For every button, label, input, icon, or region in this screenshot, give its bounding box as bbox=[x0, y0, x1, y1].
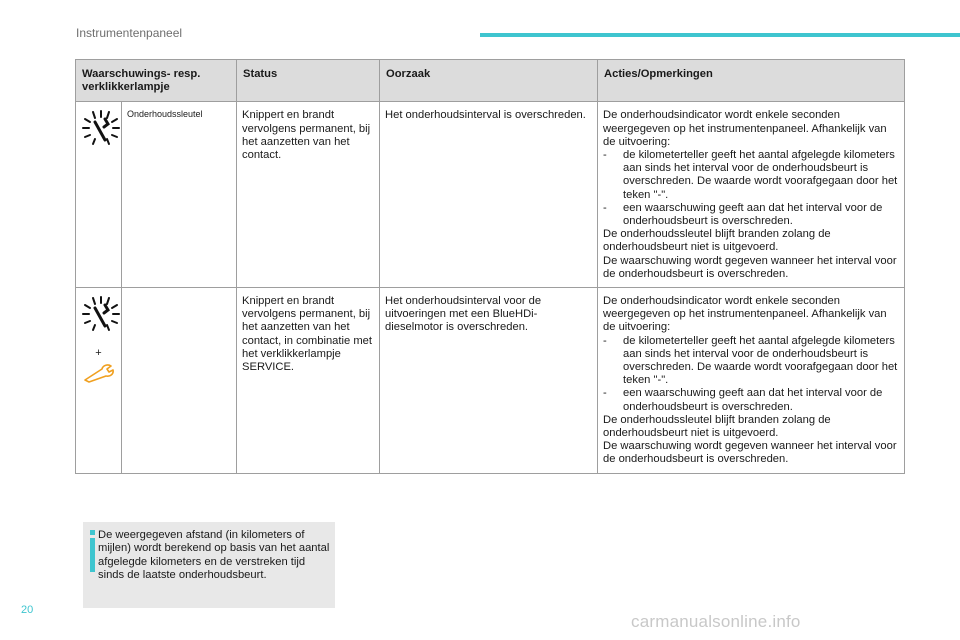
actions-intro: De onderhoudsindicator wordt enkele seconden weergegeven op het instrumentenpaneel. Afhankelijk van de uitvoering: bbox=[603, 295, 887, 334]
icon-cell bbox=[76, 102, 122, 288]
list-item: - een waarschuwing geeft aan dat het interval voor de onderhoudsbeurt is overschreden. bbox=[603, 202, 899, 228]
table-header-row bbox=[76, 60, 905, 102]
list-item: - de kilometerteller geeft het aantal afgelegde kilometers aan sinds het interval voor de onderhoudsbeurt is overschreden. De waarde wordt voorafgegaan door het teken "-". bbox=[603, 149, 898, 201]
maintenance-wrench-icon bbox=[81, 295, 121, 335]
status-text: Knippert en brandt vervolgens permanent, bij het aanzetten van het contact, in combinatie met het verklikkerlampje SERVICE. bbox=[237, 288, 380, 474]
bullet-text: de kilometerteller geeft het aantal afgelegde kilometers aan sinds het interval voor de onderhoudsbeurt is overschreden. De waarde wordt voorafgegaan door het teken "-". bbox=[623, 149, 898, 201]
info-text: De weergegeven afstand (in kilometers of mijlen) wordt berekend op basis van het aantal afgelegde kilometers en de verstreken tijd sinds de laatste onderhoudsbeurt. bbox=[98, 529, 330, 582]
actions-outro: De waarschuwing wordt gegeven wanneer het interval voor de onderhoudsbeurt is overschreden. bbox=[603, 440, 897, 466]
header-status: Status bbox=[237, 60, 380, 102]
actions-intro: De onderhoudsindicator wordt enkele seconden weergegeven op het instrumentenpaneel. Afhankelijk van de uitvoering: bbox=[603, 109, 887, 148]
actions-outro: De onderhoudssleutel blijft branden zolang de onderhoudsbeurt niet is uitgevoerd. bbox=[603, 413, 831, 440]
info-icon bbox=[89, 530, 96, 572]
actions-cell bbox=[598, 288, 905, 474]
list-item: - een waarschuwing geeft aan dat het interval voor de onderhoudsbeurt is overschreden. bbox=[603, 387, 899, 413]
header-accent-bar bbox=[480, 33, 960, 37]
service-wrench-icon bbox=[82, 363, 116, 383]
bullet-text: een waarschuwing geeft aan dat het interval voor de onderhoudsbeurt is overschreden. bbox=[623, 387, 883, 413]
table-row bbox=[76, 288, 905, 474]
page-number: 20 bbox=[21, 604, 34, 616]
cause-text: Het onderhoudsinterval voor de uitvoeringen met een BlueHDi-dieselmotor is overschreden. bbox=[380, 288, 598, 474]
cause-text: Het onderhoudsinterval is overschreden. bbox=[380, 102, 598, 288]
watermark: carmanualsonline.info bbox=[631, 612, 801, 631]
warning-lights-table bbox=[75, 59, 905, 474]
status-text: Knippert en brandt vervolgens permanent, bij het aanzetten van het contact. bbox=[237, 102, 380, 288]
list-item: - de kilometerteller geeft het aantal afgelegde kilometers aan sinds het interval voor de onderhoudsbeurt is overschreden. De waarde wordt voorafgegaan door het teken "-". bbox=[603, 334, 898, 387]
actions-outro: De waarschuwing wordt gegeven wanneer het interval voor de onderhoudsbeurt is overschreden. bbox=[603, 254, 897, 280]
table-row bbox=[76, 102, 905, 288]
bullet-text: een waarschuwing geeft aan dat het interval voor de onderhoudsbeurt is overschreden. bbox=[623, 201, 883, 228]
bullet-text: de kilometerteller geeft het aantal afgelegde kilometers aan sinds het interval voor de onderhoudsbeurt is overschreden. De waarde wordt voorafgegaan door het teken "-". bbox=[623, 334, 898, 387]
plus-sign: + bbox=[95, 347, 102, 360]
header-actions: Acties/Opmerkingen bbox=[598, 60, 905, 102]
warning-name bbox=[122, 288, 237, 474]
header-warning-light: Waarschuwings- resp. verklikkerlampje bbox=[76, 60, 237, 102]
header-cause: Oorzaak bbox=[380, 60, 598, 102]
icon-cell bbox=[76, 288, 122, 474]
actions-outro: De onderhoudssleutel blijft branden zolang de onderhoudsbeurt niet is uitgevoerd. bbox=[603, 228, 831, 254]
info-note bbox=[83, 522, 335, 608]
maintenance-wrench-icon bbox=[81, 109, 121, 149]
warning-name: Onderhoudssleutel bbox=[122, 102, 237, 288]
section-title: Instrumentenpaneel bbox=[76, 26, 183, 40]
actions-cell bbox=[598, 102, 905, 288]
